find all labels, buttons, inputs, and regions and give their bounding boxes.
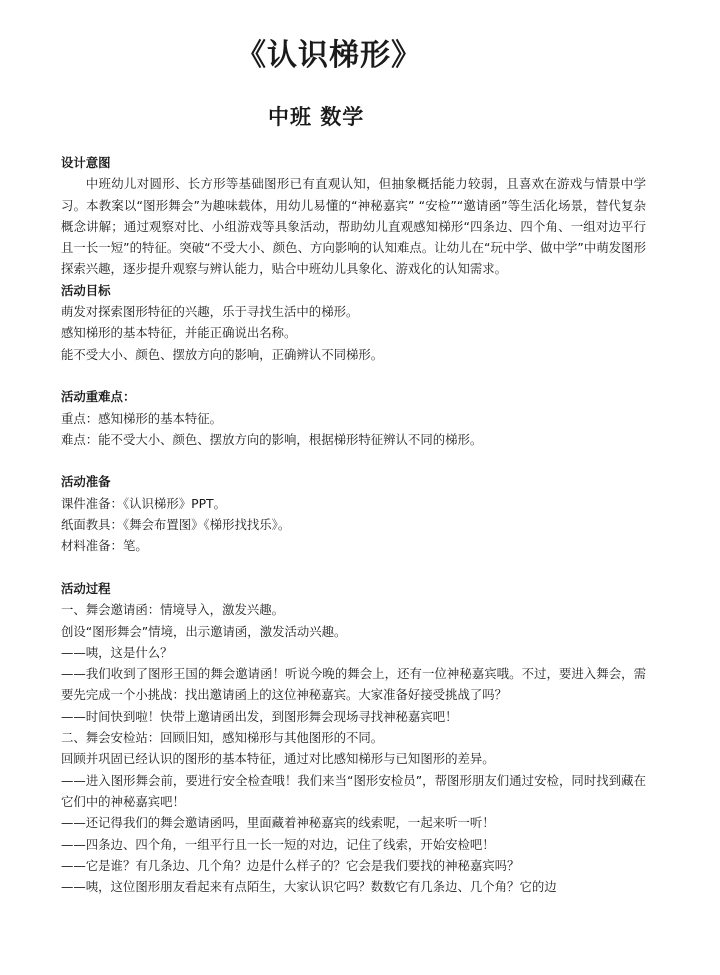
process-line: ——咦，这是什么？	[61, 644, 173, 660]
spacer	[61, 365, 646, 386]
spacer	[61, 557, 646, 578]
preparation-item: 材料准备：笔。	[61, 538, 148, 554]
process-line: 创设“图形舞会”情境，出示邀请函，激发活动兴趣。	[61, 623, 347, 639]
process-line: ——还记得我们的舞会邀请函吗，里面藏着神秘嘉宾的线索呢，一起来听一听！	[61, 815, 495, 831]
process-line: ——咦，这位图形朋友看起来有点陌生，大家认识它吗？数数它有几条边、几个角？它的边	[61, 879, 557, 895]
goal-item: 感知梯形的基本特征，并能正确说出名称。	[61, 325, 297, 341]
goal-item: 萌发对探索图形特征的兴趣，乐于寻找生活中的梯形。	[61, 304, 359, 320]
document-subtitle: 中班 数学	[268, 105, 365, 129]
section-heading-design-intent: 设计意图	[61, 155, 111, 170]
process-line: ——我们收到了图形王国的舞会邀请函！听说今晚的舞会上，还有一位神秘嘉宾哦。不过，要进入舞会，需要先完成一个小挑战：找出邀请函上的这位神秘嘉宾。大家准备好接受挑战了吗？	[61, 666, 646, 703]
difficulty-text: 难点：能不受大小、颜色、摆放方向的影响，根据梯形特征辨认不同的梯形。	[61, 431, 483, 447]
document-title: 《认识梯形》	[236, 38, 422, 73]
key-point-text: 重点：感知梯形的基本特征。	[61, 410, 223, 426]
preparation-item: 课件准备：《认识梯形》PPT。	[61, 495, 226, 511]
document-body	[61, 152, 646, 897]
section-heading-process: 活动过程	[61, 580, 111, 596]
goal-item: 能不受大小、颜色、摆放方向的影响，正确辨认不同梯形。	[61, 346, 384, 362]
design-intent-paragraph: 中班幼儿对圆形、长方形等基础图形已有直观认知，但抽象概括能力较弱，且喜欢在游戏与情景中学习。本教案以“图形舞会”为趣味载体，用幼儿易懂的“神秘嘉宾” “安检”“邀请函”等生活化场景，替代复杂概念讲解；通过观察对比、小组游戏等具象活动，帮助幼儿直观感知梯形“四条边、四个角、一组对边平行且一长一短”的特征。突破“不受大小、颜色、方向影响的认知难点。让幼儿在“玩中学、做中学”中萌发图形探索兴趣，逐步提升观察与辨认能力，贴合中班幼儿具象化、游戏化的认知需求。	[61, 176, 646, 277]
process-line: 回顾并巩固已经认识的图形的基本特征，通过对比感知梯形与已知图形的差异。	[61, 751, 495, 767]
process-line: ——四条边、四个角，一组平行且一长一短的对边，记住了线索，开始安检吧！	[61, 836, 495, 852]
section-heading-goals: 活动目标	[61, 282, 111, 298]
spacer	[61, 450, 646, 471]
process-line: ——它是谁？有几条边、几个角？边是什么样子的？它会是我们要找的神秘嘉宾吗？	[61, 857, 520, 873]
section-heading-key-points: 活动重难点：	[61, 389, 136, 405]
process-line: 二、舞会安检站：回顾旧知，感知梯形与其他图形的不同。	[61, 730, 384, 746]
process-line: ——进入图形舞会前，要进行安全检查哦！我们来当“图形安检员”，帮图形朋友们通过安检，同时找到藏在它们中的神秘嘉宾吧！	[61, 772, 646, 809]
preparation-item: 纸面教具：《舞会布置图》《梯形找找乐》。	[61, 517, 291, 533]
process-line: 一、舞会邀请函：情境导入，激发兴趣。	[61, 602, 285, 618]
process-line: ——时间快到啦！快带上邀请函出发，到图形舞会现场寻找神秘嘉宾吧！	[61, 708, 458, 724]
section-heading-preparation: 活动准备	[61, 474, 111, 490]
